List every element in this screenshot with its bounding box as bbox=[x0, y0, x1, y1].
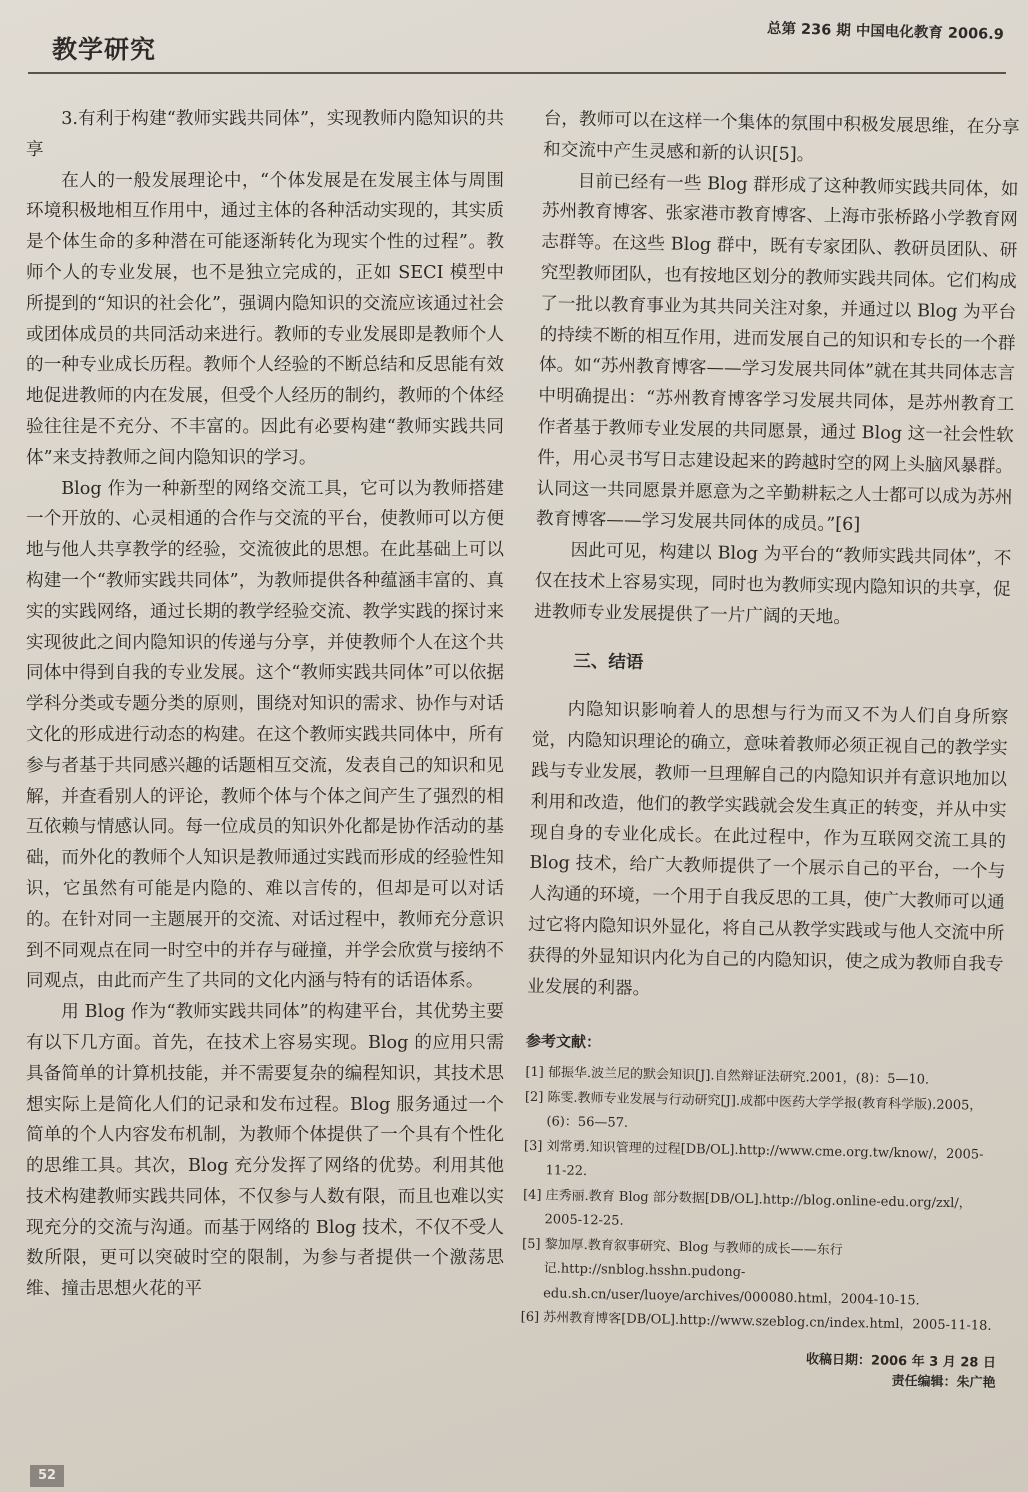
received-date: 收稿日期：2006 年 3 月 28 日 bbox=[805, 1351, 997, 1371]
body-paragraph: Blog 作为一种新型的网络交流工具，它可以为教师搭建一个开放的、心灵相通的合作与交流的平台，使教师可以方便地与他人共享教学的经验，交流彼此的思想。在此基础上可以构建一个“教师实践共同体”，为教师提供各种蕴涵丰富的、真实的实践网络，通过长期的教学经验交流、教学实践的探讨来实现彼此之间内隐知识的传递与分享，并使教师个人在这个共同体中得到自我的专业发展。这个“教师实践共同体”可以依据学科分类或专题分类的原则，围绕对知识的需求、协作与对话文化的形成进行动态的构建。在这个教师实践共同体中，所有参与者基于共同感兴趣的话题相互交流，发表自己的知识和见解，并查看别人的评论，教师个体与个体之间产生了强烈的相互依赖与情感认同。每一位成员的知识外化都是协作活动的基础，而外化的教师个人知识是教师通过实践而形成的经验性知识，它虽然有可能是内隐的、难以言传的，但却是可以对话的。在针对同一主题展开的交流、对话过程中，教师充分意识到不同观点在同一时空中的并存与碰撞，并学会欣赏与接纳不同观点，由此而产生了共同的文化内涵与特有的话语体系。 bbox=[26, 478, 504, 992]
body-paragraph: 台，教师可以在这样一个集体的氛围中积极发展思维，在分享和交流中产生灵感和新的认识[5]。 bbox=[542, 108, 1020, 165]
section-heading: 三、结语 bbox=[573, 651, 644, 673]
reference-item: [5] 黎加厚.教育叙事研究、Blog 与教师的成长——东行记.http://snblog.hsshn.pudong-edu.sh.cn/user/luoye/archives/000080.html，2004-10-15. bbox=[521, 1236, 920, 1309]
header-divider bbox=[28, 72, 1006, 74]
references-title: 参考文献： bbox=[525, 1032, 602, 1052]
body-paragraph: 内隐知识影响着人的思想与行为而又不为人们自身所察觉，内隐知识理论的确立，意味着教师必须正视自己的教学实践与专业发展，教师一旦理解自己的内隐知识并有意识地加以利用和改造，他们的教学实践就会发生真正的转变，并从中实现自身的专业化成长。在此过程中，作为互联网交流工具的 Blog 技术，给广大教师提供了一个展示自己的平台，一个与人沟通的环境，一个用于自我反思的工具，使广大教师可以通过它将内隐知识外显化，将自己从教学实践或与他人交流中所获得的外显知识内化为自己的内隐知识，使之成为教师自我专业发展的利器。 bbox=[526, 699, 1009, 999]
body-paragraph: 在人的一般发展理论中，“个体发展是在发展主体与周围环境积极地相互作用中，通过主体的各种活动实现的，其实质是个体生命的多种潜在可能逐渐转化为现实个性的过程”。教师个人的专业发展，也不是独立完成的，正如 SECI 模型中所提到的“知识的社会化”，强调内隐知识的交流应该通过社会或团体成员的共同活动来进行。教师的专业发展即是教师个人的一种专业成长历程。教师个人经验的不断总结和反思能有效地促进教师的内在发展，但受个人经历的制约，教师的个体经验往往是不充分、不丰富的。因此有必要构建“教师实践共同体”来支持教师之间内隐知识的学习。 bbox=[26, 170, 504, 468]
right-column bbox=[519, 104, 1019, 1394]
journal-issue-info: 总第 236 期 中国电化教育 2006.9 bbox=[766, 20, 1005, 44]
subsection-heading: 3.有利于构建“教师实践共同体”，实现教师内隐知识的共享 bbox=[26, 109, 504, 160]
page-number: 52 bbox=[30, 1465, 64, 1487]
reference-item: [1] 郁振华.波兰尼的默会知识[J].自然辩证法研究.2001，(8)：5—10. bbox=[525, 1064, 930, 1088]
body-paragraph: 用 Blog 作为“教师实践共同体”的构建平台，其优势主要有以下几方面。首先，在技术上容易实现。Blog 的应用只需具备简单的计算机技能，并不需要复杂的编程知识，其技术思想实际上是简化人们的记录和发布过程。Blog 服务通过一个简单的个人内容发布机制，为教师个体提供了一个具有个性化的思维工具。其次，Blog 充分发挥了网络的优势。利用其他技术构建教师实践共同体，不仅参与人数有限，而且也难以实现充分的交流与沟通。而基于网络的 Blog 技术，不仅不受人数所限，更可以突破时空的限制，为参与者提供一个激荡思维、撞击思想火花的平 bbox=[26, 1002, 504, 1300]
body-paragraph: 因此可见，构建以 Blog 为平台的“教师实践共同体”，不仅在技术上容易实现，同时也为教师实现内隐知识的共享，促进教师专业发展提供了一片广阔的天地。 bbox=[534, 540, 1012, 628]
reference-item: [3] 刘常勇.知识管理的过程[DB/OL].http://www.cme.org.tw/know/，2005-11-22. bbox=[523, 1138, 984, 1180]
reference-item: [4] 庄秀丽.教育 Blog 部分数据[DB/OL].http://blog.online-edu.org/zxl/，2005-12-25. bbox=[522, 1187, 972, 1229]
section-title: 教学研究 bbox=[52, 35, 157, 64]
reference-item: [2] 陈雯.教师专业发展与行动研究[J].成都中医药大学学报(教育科学版).2005，(6)：56—57. bbox=[524, 1089, 983, 1131]
left-column bbox=[26, 104, 504, 1305]
body-paragraph: 目前已经有一些 Blog 群形成了这种教师实践共同体，如苏州教育博客、张家港市教育博客、上海市张桥路小学教育网志群等。在这些 Blog 群中，既有专家团队、教研员团队、研究型教师团队，也有按地区划分的教师实践共同体。它们构成了一批以教育事业为其共同关注对象，并通过以 Blog 为平台的持续不断的相互作用，进而发展自己的知识和专长的一个群体。如“苏州教育博客——学习发展共同体”就在其共同体志言中明确提出：“苏州教育博客学习发展共同体，是苏州教育工作者基于教师专业发展的共同愿景，通过 Blog 这一社会性软件，用心灵书写日志建设起来的跨越时空的网上头脑风暴群。认同这一共同愿景并愿意为之辛勤耕耘之人士都可以成为苏州教育博客——学习发展共同体的成员。”[6] bbox=[535, 171, 1019, 536]
references-list bbox=[520, 1061, 1001, 1340]
responsible-editor: 责任编辑：朱广艳 bbox=[891, 1373, 996, 1391]
reference-item: [6] 苏州教育博客[DB/OL].http://www.szeblog.cn/index.html，2005-11-18. bbox=[520, 1309, 992, 1334]
